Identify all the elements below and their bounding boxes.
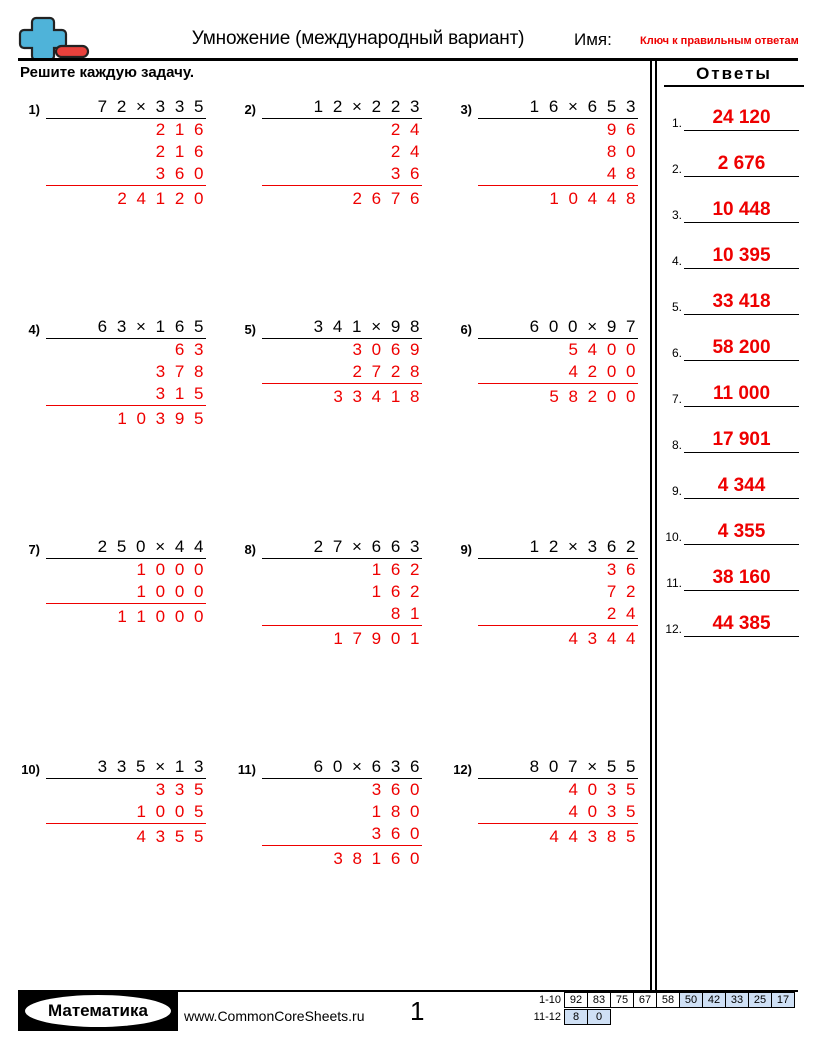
partial-product: 8 0 (599, 142, 638, 161)
partial-product: 4 2 0 0 (561, 362, 638, 381)
partial-product: 2 4 (383, 142, 422, 161)
answer-index: 10. (665, 530, 682, 544)
answer-index: 12. (665, 622, 682, 636)
problem-work (262, 756, 422, 869)
problem-work (478, 96, 638, 209)
answer-value: 10 395 (684, 245, 799, 269)
grading-scale-table (527, 992, 795, 1026)
problem-work (478, 756, 638, 847)
partial-product: 2 1 6 (148, 142, 206, 161)
problem-expression: 2 7 × 6 6 3 (262, 536, 422, 559)
problem-expression: 1 6 × 6 5 3 (478, 96, 638, 119)
answer-value: 38 160 (684, 567, 799, 591)
partial-product: 3 6 0 (141, 164, 206, 183)
brand-logo (18, 991, 178, 1031)
scale-cell: 17 (771, 992, 795, 1008)
scale-cell: 42 (702, 992, 726, 1008)
answer-key-list (660, 94, 816, 639)
scale-row-label: 1-10 (538, 994, 561, 1006)
problem-total: 4 4 3 8 5 (478, 823, 638, 847)
partial-product: 3 7 8 (155, 362, 206, 381)
problem-total: 5 8 2 0 0 (478, 383, 638, 407)
answer-key-panel (660, 64, 816, 639)
problem-total: 2 6 7 6 (262, 185, 422, 209)
problem-work (262, 316, 422, 407)
problem-number: 9) (460, 542, 472, 557)
answer-value: 2 676 (684, 153, 799, 177)
answer-index: 5. (671, 300, 682, 314)
answer-row (660, 324, 816, 363)
problem-expression: 3 3 5 × 1 3 (46, 756, 206, 779)
partial-product: 8 1 (376, 604, 422, 623)
partial-product: 2 7 2 8 (345, 362, 422, 381)
answer-row (660, 462, 816, 501)
partial-product: 1 0 0 0 (136, 560, 206, 579)
answer-index: 2. (671, 162, 682, 176)
instruction-text: Решите каждую задачу. (20, 64, 195, 81)
problem-total: 1 7 9 0 1 (262, 625, 422, 649)
answer-row (660, 554, 816, 593)
problem-item (432, 316, 648, 526)
partial-product: 1 0 0 0 (129, 582, 206, 601)
scale-cell: 67 (633, 992, 657, 1008)
problem-total: 1 0 3 9 5 (46, 405, 206, 429)
partial-product: 6 3 (174, 340, 206, 359)
problem-expression: 6 0 0 × 9 7 (478, 316, 638, 339)
problem-number: 6) (460, 322, 472, 337)
problem-row (0, 756, 648, 976)
partial-product: 1 8 0 (364, 802, 422, 821)
partial-product: 1 6 2 (364, 582, 422, 601)
answer-row (660, 140, 816, 179)
answer-row (660, 508, 816, 547)
vertical-divider (650, 61, 657, 991)
scale-cell: 83 (587, 992, 611, 1008)
problem-number: 12) (453, 762, 472, 777)
problem-expression: 8 0 7 × 5 5 (478, 756, 638, 779)
problem-row (0, 536, 648, 756)
problem-number: 2) (244, 102, 256, 117)
problem-item (216, 96, 432, 306)
problem-item (0, 756, 216, 966)
page-number: 1 (410, 996, 425, 1026)
answer-index: 9. (671, 484, 682, 498)
problem-item (432, 536, 648, 746)
problem-work (46, 96, 206, 209)
problem-expression: 6 0 × 6 3 6 (262, 756, 422, 779)
problem-total: 2 4 1 2 0 (46, 185, 206, 209)
problem-total: 1 1 0 0 0 (46, 603, 206, 627)
answer-key-badge: Ключ к правильным ответам (640, 35, 799, 47)
scale-cell: 58 (656, 992, 680, 1008)
answer-value: 11 000 (684, 383, 799, 407)
problem-item (0, 536, 216, 746)
answer-index: 8. (671, 438, 682, 452)
answer-row (660, 232, 816, 271)
answer-value: 44 385 (684, 613, 799, 637)
partial-product: 9 6 (606, 120, 638, 139)
problem-expression: 1 2 × 2 2 3 (262, 96, 422, 119)
answer-key-title: Ответы (664, 64, 804, 87)
problem-number: 1) (28, 102, 40, 117)
partial-product: 3 1 5 (148, 384, 206, 403)
site-url: www.CommonCoreSheets.ru (184, 1008, 365, 1024)
problem-number: 4) (28, 322, 40, 337)
answer-row (660, 94, 816, 133)
scale-row (527, 992, 795, 1008)
partial-product: 7 2 (599, 582, 638, 601)
problem-item (0, 96, 216, 306)
partial-product: 5 4 0 0 (568, 340, 638, 359)
problem-total: 3 8 1 6 0 (262, 845, 422, 869)
answer-row (660, 278, 816, 317)
problem-expression: 3 4 1 × 9 8 (262, 316, 422, 339)
partial-product: 3 6 0 (357, 824, 422, 843)
partial-product: 2 1 6 (155, 120, 206, 139)
answer-value: 4 355 (684, 521, 799, 545)
problem-number: 11) (237, 762, 256, 777)
scale-cell: 0 (587, 1009, 611, 1025)
problem-item (216, 756, 432, 966)
answer-index: 6. (671, 346, 682, 360)
answer-row (660, 370, 816, 409)
scale-cell: 8 (564, 1009, 588, 1025)
problem-work (46, 756, 206, 847)
problem-work (262, 536, 422, 649)
answer-index: 7. (671, 392, 682, 406)
answer-index: 4. (671, 254, 682, 268)
problem-work (46, 536, 206, 627)
name-field-label: Имя: (574, 30, 612, 49)
answer-index: 1. (671, 116, 682, 130)
problem-expression: 6 3 × 1 6 5 (46, 316, 206, 339)
answer-value: 58 200 (684, 337, 799, 361)
problem-item (216, 536, 432, 746)
problem-total: 4 3 4 4 (478, 625, 638, 649)
scale-cell: 92 (564, 992, 588, 1008)
problem-row (0, 96, 648, 316)
problem-expression: 1 2 × 3 6 2 (478, 536, 638, 559)
scale-cell: 33 (725, 992, 749, 1008)
partial-product: 2 4 (592, 604, 638, 623)
answer-row (660, 186, 816, 225)
problem-item (0, 316, 216, 526)
problem-number: 3) (460, 102, 472, 117)
problem-item (432, 96, 648, 306)
partial-product: 4 0 3 5 (568, 780, 638, 799)
page-title: Умножение (международный вариант) (191, 28, 525, 49)
problem-work (478, 316, 638, 407)
scale-cell: 25 (748, 992, 772, 1008)
problem-number: 7) (28, 542, 40, 557)
partial-product: 1 0 0 5 (129, 802, 206, 821)
plus-minus-icon (18, 16, 96, 60)
problem-row (0, 316, 648, 536)
answer-value: 17 901 (684, 429, 799, 453)
answer-value: 33 418 (684, 291, 799, 315)
problem-number: 10) (21, 762, 40, 777)
brand-label: Математика (25, 995, 171, 1027)
problem-item (432, 756, 648, 966)
partial-product: 4 8 (592, 164, 638, 183)
problem-number: 5) (244, 322, 256, 337)
scale-cell: 50 (679, 992, 703, 1008)
answer-row (660, 600, 816, 639)
problem-expression: 7 2 × 3 3 5 (46, 96, 206, 119)
problem-item (216, 316, 432, 526)
answer-row (660, 416, 816, 455)
answer-value: 24 120 (684, 107, 799, 131)
partial-product: 2 4 (390, 120, 422, 139)
problem-work (46, 316, 206, 429)
scale-row-label: 11-12 (533, 1011, 561, 1023)
header-divider (18, 58, 798, 61)
scale-row (527, 1009, 795, 1025)
problem-work (262, 96, 422, 209)
problem-number: 8) (244, 542, 256, 557)
page-header (18, 14, 798, 60)
problem-total: 1 0 4 4 8 (478, 185, 638, 209)
partial-product: 4 0 3 5 (561, 802, 638, 821)
partial-product: 1 6 2 (371, 560, 422, 579)
problem-total: 3 3 4 1 8 (262, 383, 422, 407)
problem-grid (0, 96, 648, 926)
answer-value: 10 448 (684, 199, 799, 223)
answer-index: 11. (666, 576, 682, 590)
problem-expression: 2 5 0 × 4 4 (46, 536, 206, 559)
partial-product: 3 6 (376, 164, 422, 183)
problem-work (478, 536, 638, 649)
answer-value: 4 344 (684, 475, 799, 499)
problem-total: 4 3 5 5 (46, 823, 206, 847)
partial-product: 3 6 0 (371, 780, 422, 799)
partial-product: 3 3 5 (155, 780, 206, 799)
partial-product: 3 6 (606, 560, 638, 579)
partial-product: 3 0 6 9 (352, 340, 422, 359)
scale-cell: 75 (610, 992, 634, 1008)
answer-index: 3. (671, 208, 682, 222)
